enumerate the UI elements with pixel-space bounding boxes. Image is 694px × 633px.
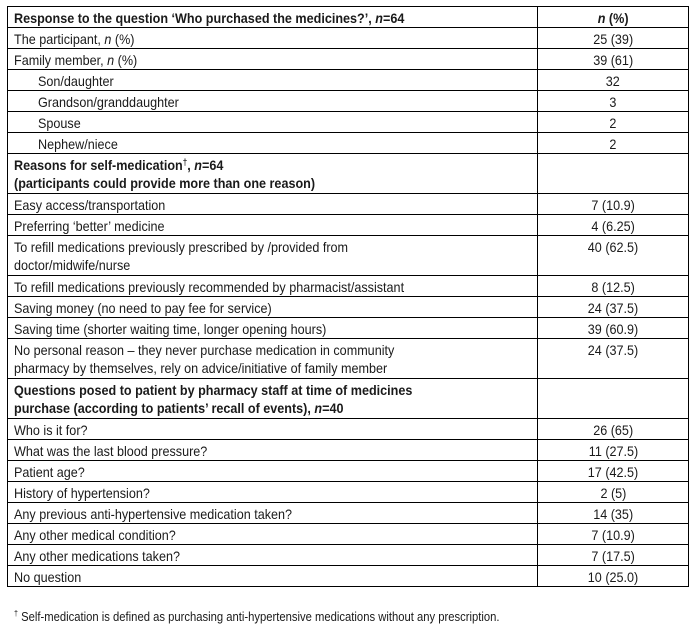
section-header-value-empty — [538, 154, 689, 194]
row-label-n: n — [107, 52, 115, 68]
table-row — [8, 566, 689, 587]
table-row — [8, 503, 689, 524]
row-label — [8, 194, 538, 215]
row-value — [538, 297, 689, 318]
row-label-text: Any previous anti-hypertensive medication taken? — [14, 506, 293, 522]
row-label-text: Any other medications taken? — [14, 548, 181, 564]
row-value-text: 7 (10.9) — [591, 527, 635, 543]
table-row — [8, 276, 689, 297]
row-value — [538, 194, 689, 215]
row-label — [8, 482, 538, 503]
row-label-text-line2: pharmacy by themselves, rely on advice/initiative of family member — [14, 360, 388, 376]
row-value-text: 11 (27.5) — [588, 443, 638, 459]
footnote-text: Self-medication is defined as purchasing anti-hypertensive medications without any prescription. — [18, 610, 500, 624]
dagger-footnote-marker: † — [182, 157, 188, 167]
row-value-text: 10 (25.0) — [588, 569, 639, 585]
row-label-text: Who is it for? — [14, 422, 88, 438]
table-row — [8, 339, 689, 379]
table-row — [8, 318, 689, 339]
header-label-text: Response to the question ‘Who purchased the medicines?’, — [14, 10, 376, 26]
row-value — [538, 236, 689, 276]
table-header-row — [8, 7, 689, 28]
header-label-suffix: =64 — [382, 10, 405, 26]
section-header-text: Reasons for self-medication — [14, 157, 183, 173]
row-label-text: No question — [14, 569, 82, 585]
section-header-n: n — [194, 157, 202, 173]
subrow-label-text: Son/daughter — [38, 73, 114, 89]
row-value — [538, 339, 689, 379]
row-label — [8, 297, 538, 318]
row-value-text: 24 (37.5) — [588, 300, 639, 316]
row-label-text: No personal reason – they never purchase medication in community — [14, 342, 395, 358]
subrow-value — [538, 112, 689, 133]
row-label-text: Saving money (no need to pay fee for service) — [14, 300, 272, 316]
row-label — [8, 461, 538, 482]
table-row — [8, 297, 689, 318]
table-row — [8, 524, 689, 545]
subrow-value — [538, 70, 689, 91]
table-row — [8, 28, 689, 49]
table-row — [8, 419, 689, 440]
table-row — [8, 545, 689, 566]
row-label — [8, 545, 538, 566]
row-label — [8, 524, 538, 545]
row-value-text: 26 (65) — [593, 422, 634, 438]
row-label — [8, 419, 538, 440]
table-subrow — [8, 91, 689, 112]
row-label-text: Preferring ‘better’ medicine — [14, 218, 165, 234]
subrow-label-text: Nephew/niece — [38, 136, 118, 152]
row-label-text: Patient age? — [14, 464, 85, 480]
subrow-label-text: Grandson/granddaughter — [38, 94, 179, 110]
header-value — [538, 7, 689, 28]
row-value — [538, 524, 689, 545]
row-value-text: 4 (6.25) — [591, 218, 635, 234]
row-label-n: n — [104, 31, 112, 47]
row-value-text: 39 (61) — [593, 52, 634, 68]
row-value — [538, 440, 689, 461]
row-label-text-line2: doctor/midwife/nurse — [14, 257, 131, 273]
row-label — [8, 49, 538, 70]
table-subrow — [8, 133, 689, 154]
row-label-text: Easy access/transportation — [14, 197, 166, 213]
subrow-value — [538, 133, 689, 154]
section-header-subtitle: (participants could provide more than one reason) — [14, 175, 316, 191]
table-footnote — [14, 610, 553, 624]
row-value — [538, 215, 689, 236]
row-label-text: Any other medical condition? — [14, 527, 176, 543]
row-value-text: 25 (39) — [593, 31, 634, 47]
row-value-text: 7 (10.9) — [591, 197, 635, 213]
row-label-text: What was the last blood pressure? — [14, 443, 208, 459]
row-label-text: Family member, — [14, 52, 108, 68]
row-value-text: 14 (35) — [593, 506, 634, 522]
table-row — [8, 49, 689, 70]
row-label — [8, 440, 538, 461]
dagger-footnote-marker: † — [14, 609, 19, 618]
row-value-text: 24 (37.5) — [588, 342, 639, 358]
row-value — [538, 318, 689, 339]
row-label — [8, 318, 538, 339]
row-label-text: To refill medications previously recommended by pharmacist/assistant — [14, 279, 405, 295]
row-label — [8, 339, 538, 379]
section-header-value-empty — [538, 379, 689, 419]
section-header-questions — [8, 379, 689, 419]
section-header-sep: , — [187, 157, 195, 173]
self-medication-table — [7, 6, 689, 587]
header-value-n: n — [597, 10, 606, 26]
row-label-text: Saving time (shorter waiting time, longer opening hours) — [14, 321, 327, 337]
table-subrow — [8, 70, 689, 91]
section-header-label — [8, 154, 538, 194]
row-value-text: 39 (60.9) — [588, 321, 639, 337]
header-label-n: n — [375, 10, 383, 26]
header-value-suffix: (%) — [605, 10, 629, 26]
row-label-text: The participant, — [14, 31, 105, 47]
row-value-text: 17 (42.5) — [588, 464, 639, 480]
section-header-text-line2: purchase (according to patients’ recall of events), — [14, 400, 315, 416]
table-row — [8, 461, 689, 482]
row-label-suffix: (%) — [114, 52, 138, 68]
section-header-suffix: =64 — [201, 157, 224, 173]
row-value-text: 2 (5) — [600, 485, 627, 501]
section-header-suffix: =40 — [322, 400, 344, 416]
row-value — [538, 28, 689, 49]
subrow-value-text: 3 — [609, 94, 617, 110]
row-value-text: 7 (17.5) — [591, 548, 635, 564]
section-header-reasons — [8, 154, 689, 194]
section-header-text: Questions posed to patient by pharmacy staff at time of medicines — [14, 382, 413, 398]
subrow-value — [538, 91, 689, 112]
row-value — [538, 461, 689, 482]
row-value — [538, 503, 689, 524]
table-row — [8, 194, 689, 215]
row-value — [538, 276, 689, 297]
subrow-label — [8, 91, 538, 112]
subrow-label — [8, 70, 538, 91]
row-label — [8, 215, 538, 236]
row-value-text: 8 (12.5) — [591, 279, 635, 295]
row-label — [8, 28, 538, 49]
subrow-label-text: Spouse — [38, 115, 81, 131]
row-value — [538, 49, 689, 70]
header-label — [8, 7, 538, 28]
row-value — [538, 545, 689, 566]
table-row — [8, 482, 689, 503]
row-label-suffix: (%) — [111, 31, 135, 47]
subrow-value-text: 2 — [609, 115, 617, 131]
table-row — [8, 236, 689, 276]
row-label — [8, 566, 538, 587]
subrow-label — [8, 112, 538, 133]
row-label-text: History of hypertension? — [14, 485, 150, 501]
table-subrow — [8, 112, 689, 133]
table-row — [8, 215, 689, 236]
section-header-n: n — [314, 400, 323, 416]
row-label — [8, 236, 538, 276]
subrow-value-text: 2 — [609, 136, 617, 152]
row-value-text: 40 (62.5) — [588, 239, 639, 255]
row-value — [538, 419, 689, 440]
row-label — [8, 276, 538, 297]
row-value — [538, 482, 689, 503]
row-label-text: To refill medications previously prescribed by /provided from — [14, 239, 349, 255]
row-label — [8, 503, 538, 524]
subrow-value-text: 32 — [606, 73, 621, 89]
row-value — [538, 566, 689, 587]
table-row — [8, 440, 689, 461]
subrow-label — [8, 133, 538, 154]
section-header-label — [8, 379, 538, 419]
